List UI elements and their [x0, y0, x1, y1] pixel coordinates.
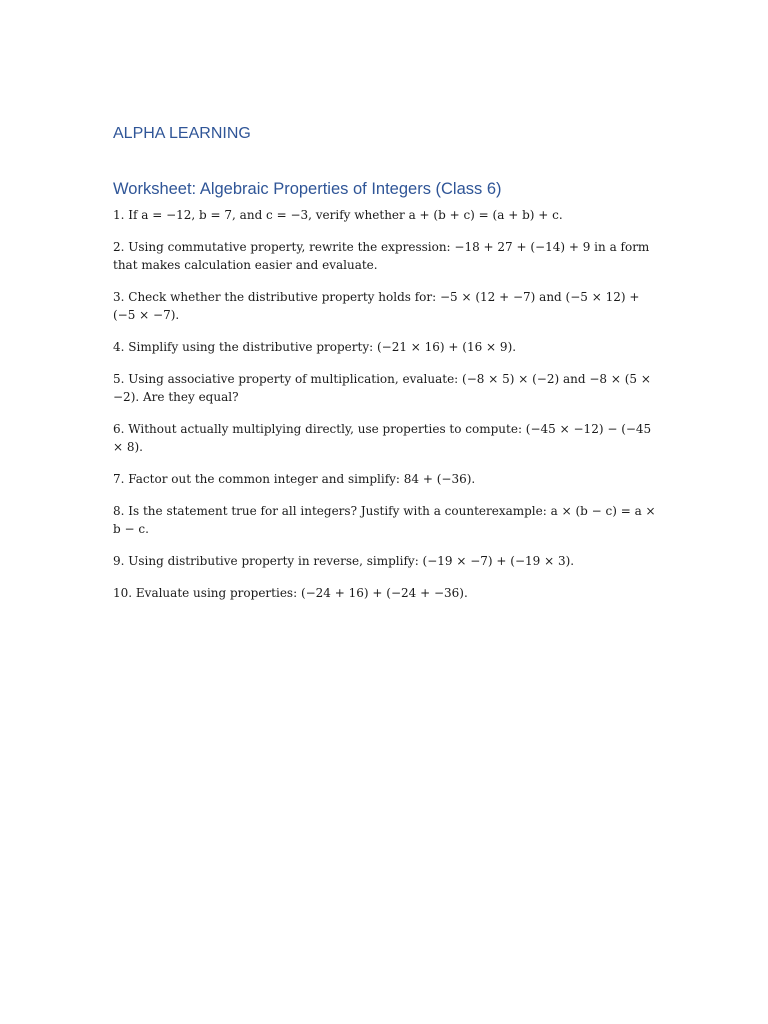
question-item: 3. Check whether the distributive property holds for: −5 × (12 + −7) and (−5 × 12) + (−5 × −7). — [113, 290, 640, 322]
question-item: 8. Is the statement true for all integers? Justify with a counterexample: a × (b − c) = a × b − c. — [113, 504, 656, 536]
organization-name: ALPHA LEARNING — [113, 125, 251, 142]
question-item: 5. Using associative property of multiplication, evaluate: (−8 × 5) × (−2) and −8 × (5 × −2). Are they equal? — [113, 372, 651, 404]
question-item: 6. Without actually multiplying directly, use properties to compute: (−45 × −12) − (−45 × 8). — [113, 422, 652, 454]
question-list — [113, 206, 658, 616]
question-item: 10. Evaluate using properties: (−24 + 16) + (−24 + −36). — [113, 586, 468, 600]
question-item: 9. Using distributive property in reverse, simplify: (−19 × −7) + (−19 × 3). — [113, 554, 575, 568]
question-item: 4. Simplify using the distributive property: (−21 × 16) + (16 × 9). — [113, 340, 517, 354]
question-item: 1. If a = −12, b = 7, and c = −3, verify whether a + (b + c) = (a + b) + c. — [113, 208, 563, 222]
question-item: 2. Using commutative property, rewrite the expression: −18 + 27 + (−14) + 9 in a form that makes calculation easier and evaluate. — [113, 240, 650, 272]
question-item: 7. Factor out the common integer and simplify: 84 + (−36). — [113, 472, 476, 486]
worksheet-title: Worksheet: Algebraic Properties of Integers (Class 6) — [113, 180, 502, 198]
